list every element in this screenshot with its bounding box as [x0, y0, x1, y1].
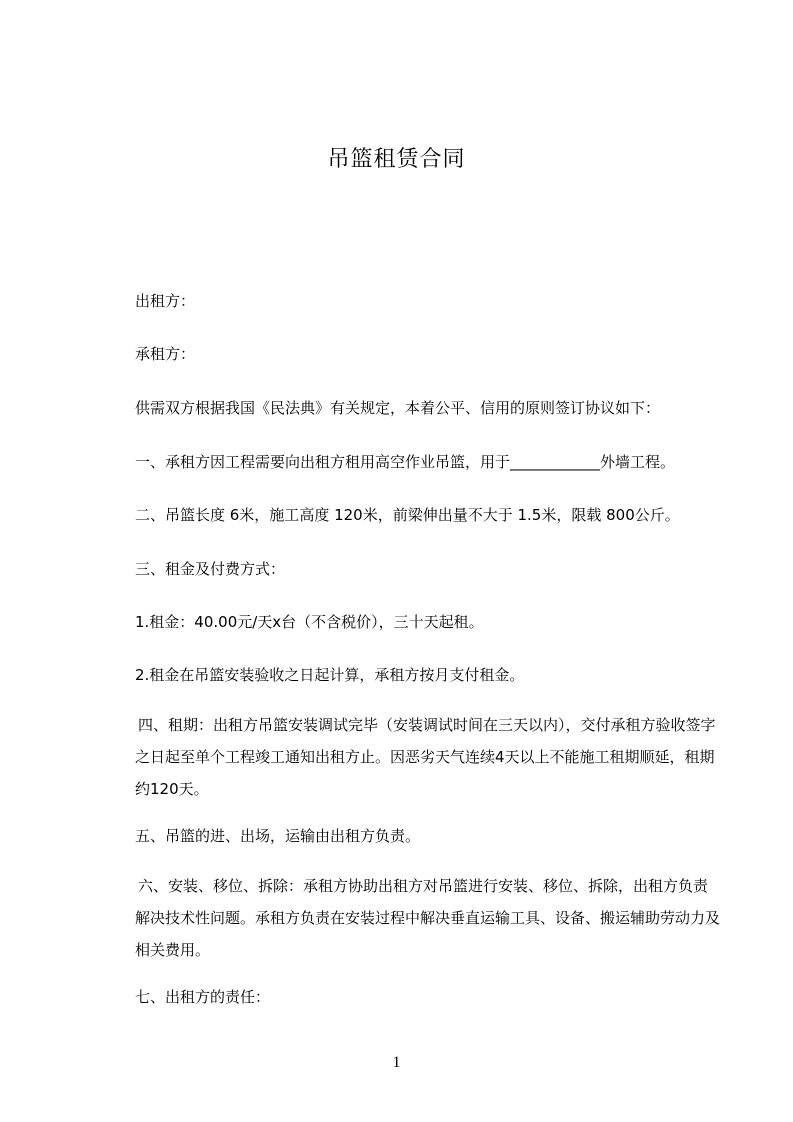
clause-3: 三、租金及付费方式： [135, 560, 286, 578]
page-number: 1 [392, 1054, 401, 1071]
clause-6: 六、安装、移位、拆除：承租方协助出租方对吊篮进行安装、移位、拆除，出租方负责解决技术性问题。承租方负责在安装过程中解决垂直运输工具、设备、搬运辅助劳动力及相关费用。 [135, 877, 721, 959]
clause-2: 二、吊篮长度 6米，施工高度 120米，前梁伸出量不大于 1.5米，限载 800公斤。 [135, 506, 680, 524]
clause-3-1: 1.租金：40.00元/天x台（不含税价），三十天起租。 [135, 613, 484, 631]
clause-3-2: 2.租金在吊篮安装验收之日起计算，承租方按月支付租金。 [135, 666, 525, 684]
lessee-label: 承租方： [135, 345, 196, 363]
clause-5: 五、吊篮的进、出场，运输由出租方负责。 [135, 827, 421, 845]
clause-7: 七、出租方的责任： [135, 988, 271, 1006]
page-title: 吊篮租赁合同 [327, 147, 466, 172]
lessor-label: 出租方： [135, 292, 196, 310]
intro-paragraph: 供需双方根据我国《民法典》有关规定，本着公平、信用的原则签订协议如下： [135, 399, 661, 417]
clause-1: 一、承租方因工程需要向出租方租用高空作业吊篮，用于____________外墙工程。 [135, 453, 676, 471]
clause-4: 四、租期：出租方吊篮安装调试完毕（安装调试时间在三天以内），交付承租方验收签字之日起至单个工程竣工通知出租方止。因恶劣天气连续4天以上不能施工租期顺延，租期约120天。 [135, 716, 716, 798]
